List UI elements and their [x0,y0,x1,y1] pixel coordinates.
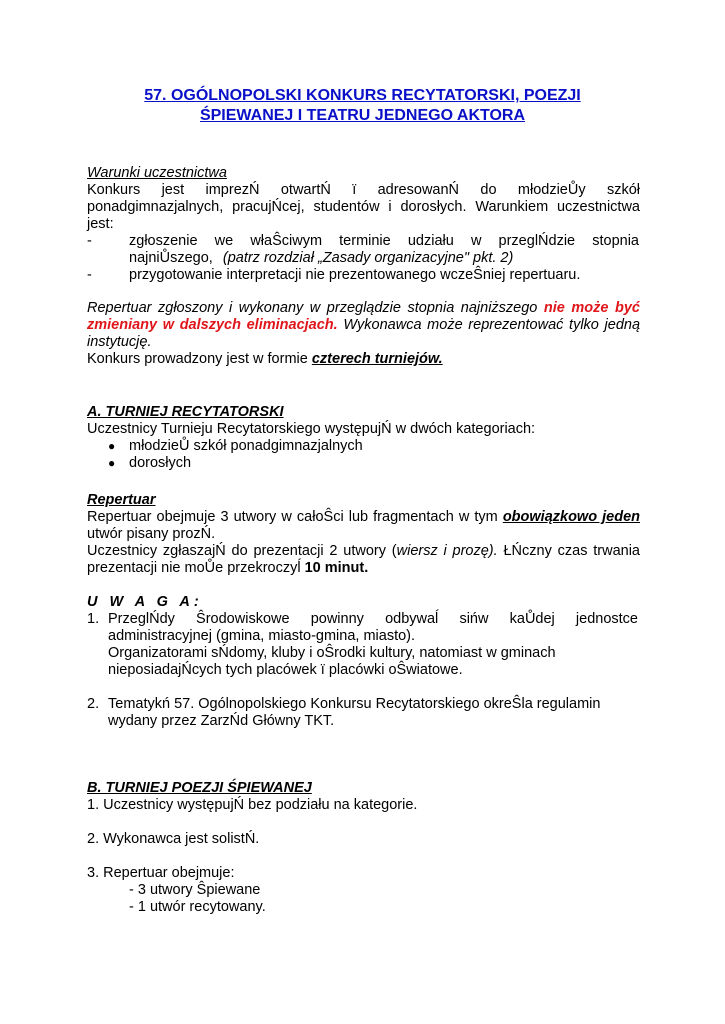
uwaga-item-1-line-3: Organizatorami sŃdomy, kluby i oŜrodki kultury, natomiast w gminach [108,645,556,661]
warunki-line-1: Konkurs jest imprezŃ otwartŃ ï adresowanŃ do młodzieŮy szkół [87,182,640,198]
bullet-icon: ● [108,456,116,470]
warunki-line-3: jest: [87,216,114,232]
warunki-item-2: przygotowanie interpretacji nie prezentowanego wczeŜniej repertuaru. [129,267,581,283]
warunki-item-1-line-2: najniŮszego, (patrz rozdział „Zasady organizacyjne" pkt. 2) [129,250,514,266]
bullet-icon: ● [108,439,116,453]
uwaga-item-1-line-2: administracyjnej (gmina, miasto-gmina, miasto). [108,628,416,644]
repertuar-heading: Repertuar [87,492,156,508]
uwaga-heading: U W A G A: [87,594,203,610]
konkurs-forma-line: Konkurs prowadzony jest w formie czterech turniejów. [87,351,443,367]
warunki-heading: Warunki uczestnictwa [87,165,227,181]
title-line-1: 57. OGÓLNOPOLSKI KONKURS RECYTATORSKI, POEZJI [144,87,581,104]
list-dash: - [87,233,92,249]
list-number: 1. [87,611,100,627]
repertuar-line-1: Repertuar obejmuje 3 utwory w całoŜci lub fragmentach w tym obowiązkowo jeden [87,509,641,525]
turniej-a-heading: A. TURNIEJ RECYTATORSKI [87,404,284,420]
turniej-a-intro: Uczestnicy Turnieju Recytatorskiego występujŃ w dwóch kategoriach: [87,421,536,437]
uwaga-item-2-line-2: wydany przez ZarzŃd Główny TKT. [108,713,335,729]
list-number: 2. [87,696,100,712]
list-item: dorosłych [129,455,192,471]
turniej-b-heading: B. TURNIEJ POEZJI ŚPIEWANEJ [87,780,312,796]
repertuar-line-2: utwór pisany prozŃ. [87,526,216,542]
turniej-b-sub-2: - 1 utwór recytowany. [129,899,266,915]
title-line-2: ŚPIEWANEJ I TEATRU JEDNEGO AKTORA [199,107,526,124]
warunki-line-2: ponadgimnazjalnych, pracujŃcej, studentów i dorosłych. Warunkiem uczestnictwa [87,199,640,215]
document-title [60,86,665,126]
turniej-b-sub-1: - 3 utwory Ŝpiewane [129,882,261,898]
repertuar-note-line-2: zmieniany w dalszych eliminacjach. Wykonawca może reprezentować tylko jedną [87,317,641,333]
uwaga-item-2-line-1: Tematykń 57. Ogólnopolskiego Konkursu Recytatorskiego okreŜla regulamin [108,696,601,712]
turniej-b-point-2: 2. Wykonawca jest solistŃ. [87,831,260,847]
uwaga-item-1-line-4: nieposiadajŃcych tych placówek ï placówki oŜwiatowe. [108,662,463,678]
uwaga-item-1-line-1: PrzeglŃdy Ŝrodowiskowe powinny odbywaĺ sińw kaŮdej jednostce [108,611,638,627]
warunki-item-1-line-1: zgłoszenie we właŜciwym terminie udziału w przeglŃdzie stopnia [129,233,639,249]
list-dash: - [87,267,92,283]
repertuar-note-line-3: instytucję. [87,334,152,350]
repertuar-note-line-1: Repertuar zgłoszony i wykonany w przeglądzie stopnia najniższego nie może być [87,300,640,316]
turniej-b-point-1: 1. Uczestnicy występujŃ bez podziału na kategorie. [87,797,418,813]
list-item: młodzieŮ szkół ponadgimnazjalnych [129,438,363,454]
turniej-b-point-3: 3. Repertuar obejmuje: [87,865,235,881]
repertuar-line-3: Uczestnicy zgłaszajŃ do prezentacji 2 utwory (wiersz i prozę). ŁŃczny czas trwania [87,543,640,559]
repertuar-line-4: prezentacji nie moŮe przekroczyĺ 10 minut. [87,560,369,576]
